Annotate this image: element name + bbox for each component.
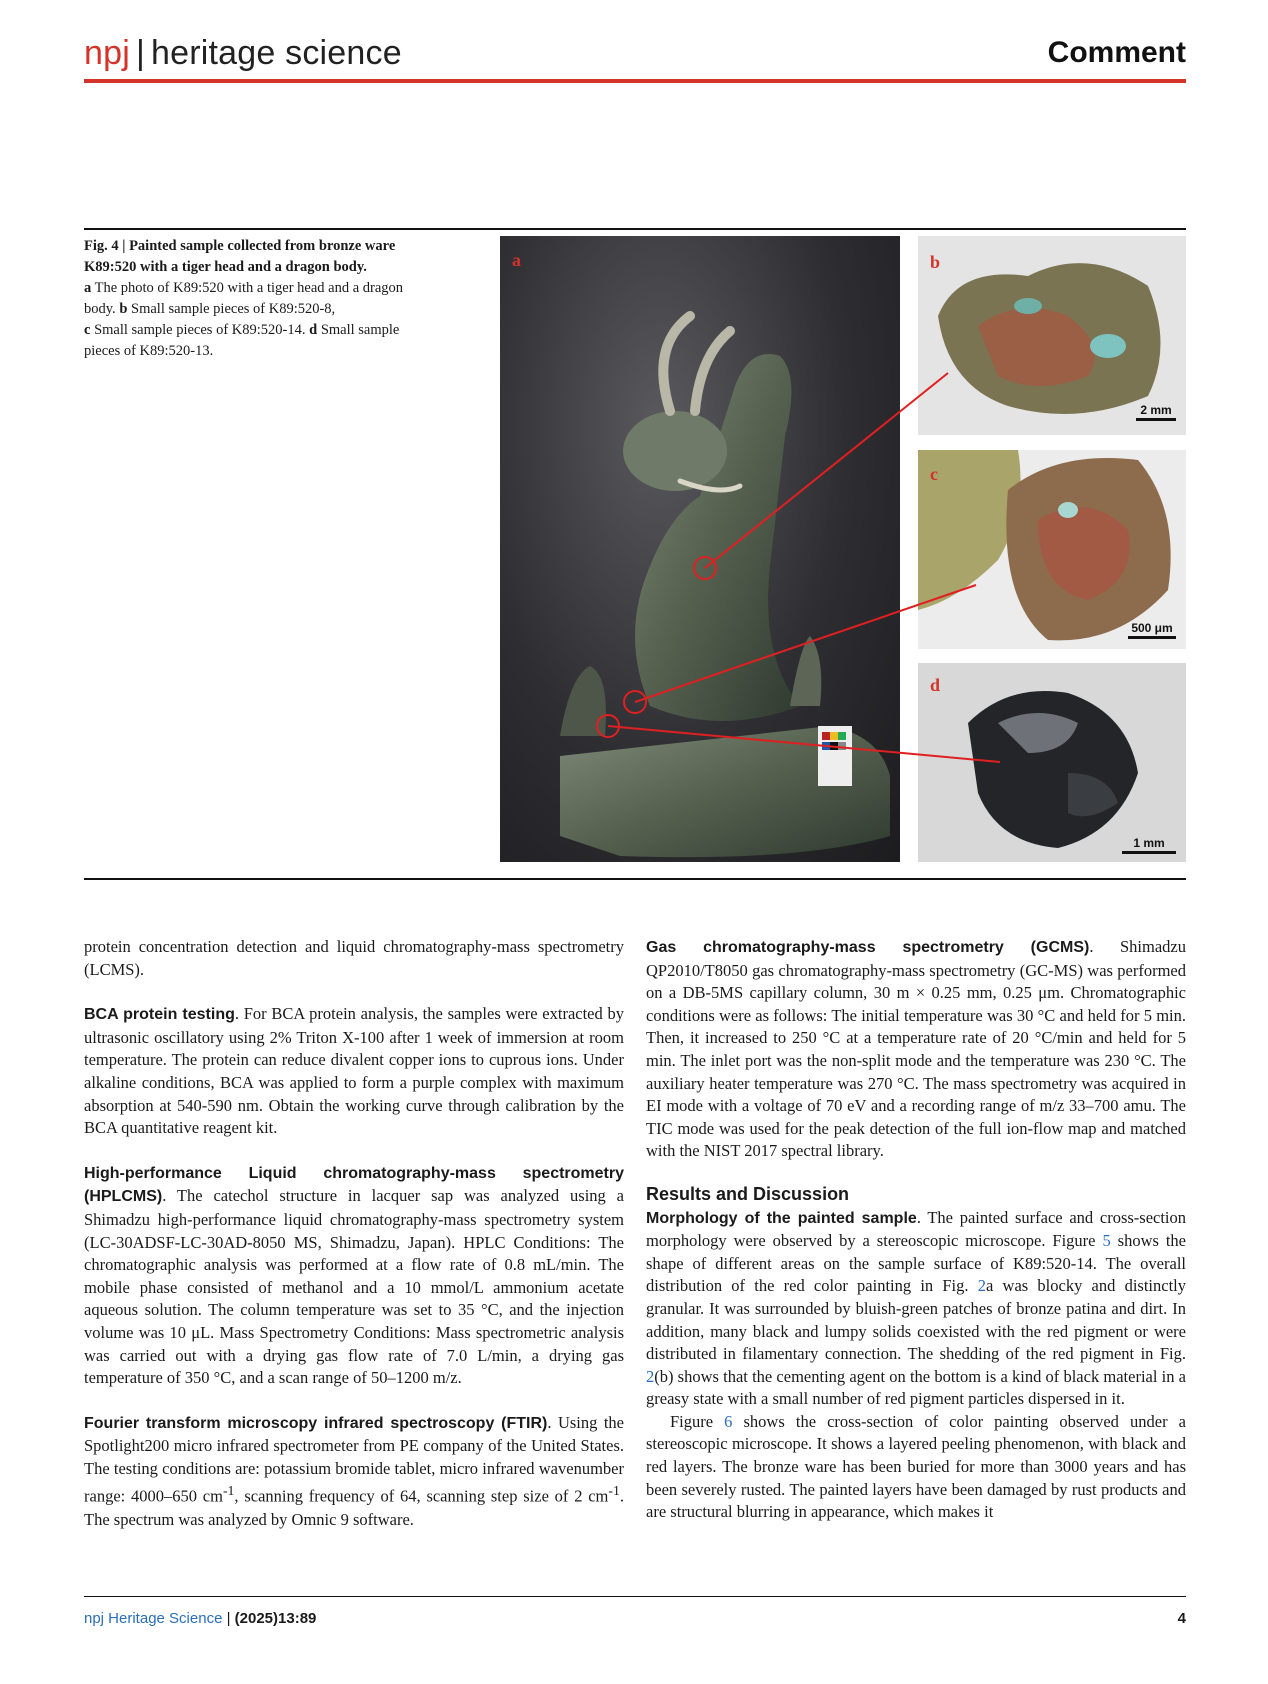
footer-rule (84, 1596, 1186, 1597)
panel-label-a: a (512, 250, 521, 270)
arrow-to-d (608, 726, 1000, 762)
caption-text-d: Small sample pieces of K89:520-13. (84, 322, 400, 359)
text-cs-2: shows the cross-section of color painting observed under a stereoscopic microscope. It shows a layered peeling phenomenon, with black and red layers. The bronze ware has been buried for more than 3000 years and has been severely rusted. The painted layers have been damaged by rust products and are structural blurring in appearance, which makes it (646, 1411, 1186, 1522)
text-cs-1: Figure (670, 1411, 725, 1431)
page-number: 4 (1177, 1610, 1186, 1627)
caption-title: Fig. 4 | Painted sample collected from bronze ware K89:520 with a tiger head and a dragon body. (84, 238, 396, 275)
brand-separator: | (135, 34, 146, 72)
footer-citation: (2025)13:89 (234, 1610, 317, 1627)
text-morph-4: (b) shows that the cementing agent on the bottom is a kind of black material in a greasy state with a small number of red pigment particles dispersed in it. (646, 1366, 1186, 1409)
heading-bca: BCA protein testing (84, 1006, 235, 1024)
paragraph-cross-section (646, 1411, 1186, 1524)
caption-label-c: c (84, 322, 91, 338)
text-bca: . For BCA protein analysis, the samples were extracted by ultrasonic oscillatory using 2% Triton X-100 after 1 week of immersion at room temperature. The protein can reduce divalent copper ions to cuprous ions. Under alkaline conditions, BCA was applied to form a purple complex with maximum absorption at 540-590 nm. Obtain the working curve through calibration by the BCA quantitative reagent kit. (84, 1004, 624, 1138)
text-gcms: . Shimadzu QP2010/T8050 gas chromatography-mass spectrometry (GC-MS) was performed on a DB-5MS capillary column, 30 m × 0.25 mm, 0.25 μm. Chromatographic conditions were as follows: The initial temperature was 30 °C and held for 5 min. Then, it increased to 250 °C at a temperature rate of 20 °C/min and held for 5 min. The inlet port was the non-split mode and the temperature was 230 °C. The auxiliary heater temperature was 270 °C. The mass spectrometry was acquired in EI mode with a voltage of 70 eV and a recording range of m/z 33–700 amu. The TIC mode was used for the peak detection of the full ion-flow map and matched with the NIST 2017 spectral library. (646, 937, 1186, 1161)
footer-journal[interactable]: npj Heritage Science (84, 1610, 223, 1627)
arrow-to-b (705, 373, 948, 568)
text-morph-1: . The painted surface and cross-section morphology were observed by a stereoscopic microscope. Figure (646, 1207, 1187, 1251)
scale-label-d: 1 mm (1133, 836, 1165, 850)
heading-gcms: Gas chromatography-mass spectrometry (GCMS) (646, 939, 1090, 956)
caption-text-c: Small sample pieces of K89:520-14. (90, 322, 310, 338)
left-column (84, 936, 624, 1531)
text-morph-3: a was blocky and distinctly granular. It was surrounded by bluish-green patches of bronze patina and dirt. In addition, many black and lumpy solids coexisted with the red pigment or were distributed in filamentary connection. The shedding of the red pigment in Fig. (646, 1276, 1186, 1364)
text-ftir-3: . The spectrum was analyzed by Omnic 9 software. (84, 1486, 624, 1529)
paragraph-continued: protein concentration detection and liquid chromatography-mass spectrometry (LCMS). (84, 937, 624, 979)
figure-bottom-rule (84, 878, 1186, 880)
figure-link-5[interactable]: 5 (1102, 1231, 1111, 1251)
figure-link-2a[interactable]: 2 (977, 1276, 986, 1296)
page-footer (84, 1610, 1186, 1627)
right-column (646, 936, 1186, 1524)
caption-label-d: d (309, 322, 318, 338)
text-ftir-1: . Using the Spotlight200 micro infrared spectrometer from PE company of the United States. The testing conditions are: potassium bromide tablet, micro infrared wavenumber range: 4000–650 cm (84, 1412, 624, 1506)
text-ftir-2: , scanning frequency of 64, scanning step size of 2 cm (234, 1486, 609, 1506)
panel-label-b: b (930, 252, 941, 272)
caption-text-a: The photo of K89:520 with a tiger head and a dragon body. (84, 280, 404, 317)
heading-hplcms: High-performance Liquid chromatography-mass spectrometry (HPLCMS) (84, 1164, 624, 1206)
paragraph-bca (84, 1003, 624, 1140)
paragraph-ftir (84, 1412, 624, 1531)
sup-ftir-2: -1 (608, 1483, 620, 1499)
heading-ftir: Fourier transform microscopy infrared spectroscopy (FTIR) (84, 1414, 548, 1432)
paragraph-hplcms (84, 1162, 624, 1390)
paragraph-gcms (646, 936, 1186, 1163)
panel-label-d: d (930, 675, 941, 695)
figure-link-2b[interactable]: 2 (646, 1366, 655, 1386)
arrow-to-c (635, 585, 976, 702)
caption-label-b: b (119, 301, 128, 317)
scale-label-b: 2 mm (1140, 403, 1172, 417)
footer-separator: | (222, 1610, 235, 1627)
scale-label-c: 500 μm (1131, 621, 1173, 635)
section-title-results: Results and Discussion (646, 1183, 850, 1204)
figure-link-6[interactable]: 6 (724, 1411, 733, 1431)
brand-name: heritage science (151, 34, 402, 72)
sup-ftir-1: -1 (222, 1483, 235, 1499)
brand-npj: npj (84, 34, 130, 72)
article-type: Comment (1047, 36, 1186, 69)
text-morph-2: shows the shape of different areas on the sample surface of K89:520-14. The overall distribution of the red color painting in Fig. (646, 1231, 1187, 1296)
caption-label-a: a (84, 280, 92, 296)
paragraph-morphology (646, 1207, 1186, 1411)
heading-morphology: Morphology of the painted sample (646, 1209, 917, 1227)
caption-text-b: Small sample pieces of K89:520-8, (127, 301, 336, 317)
panel-label-c: c (930, 464, 938, 484)
text-hplcms: . The catechol structure in lacquer sap was analyzed using a Shimadzu high-performance liquid chromatography-mass spectrometry system (LC-30ADSF-LC-30AD-8050 MS, Shimadzu, Japan). HPLC Conditions: The chromatographic analysis was performed at a flow rate of 0.8 mL/min. The mobile phase consisted of methanol and a 10 mmol/L ammonium acetate aqueous solution. The column temperature was set to 35 °C, and the injection volume was 10 μL. Mass Spectrometry Conditions: Mass spectrometric analysis was carried out with a drying gas flow rate of 7.0 L/min, a drying gas temperature of 350 °C, and a scan range of 50–1200 m/z. (84, 1186, 624, 1388)
